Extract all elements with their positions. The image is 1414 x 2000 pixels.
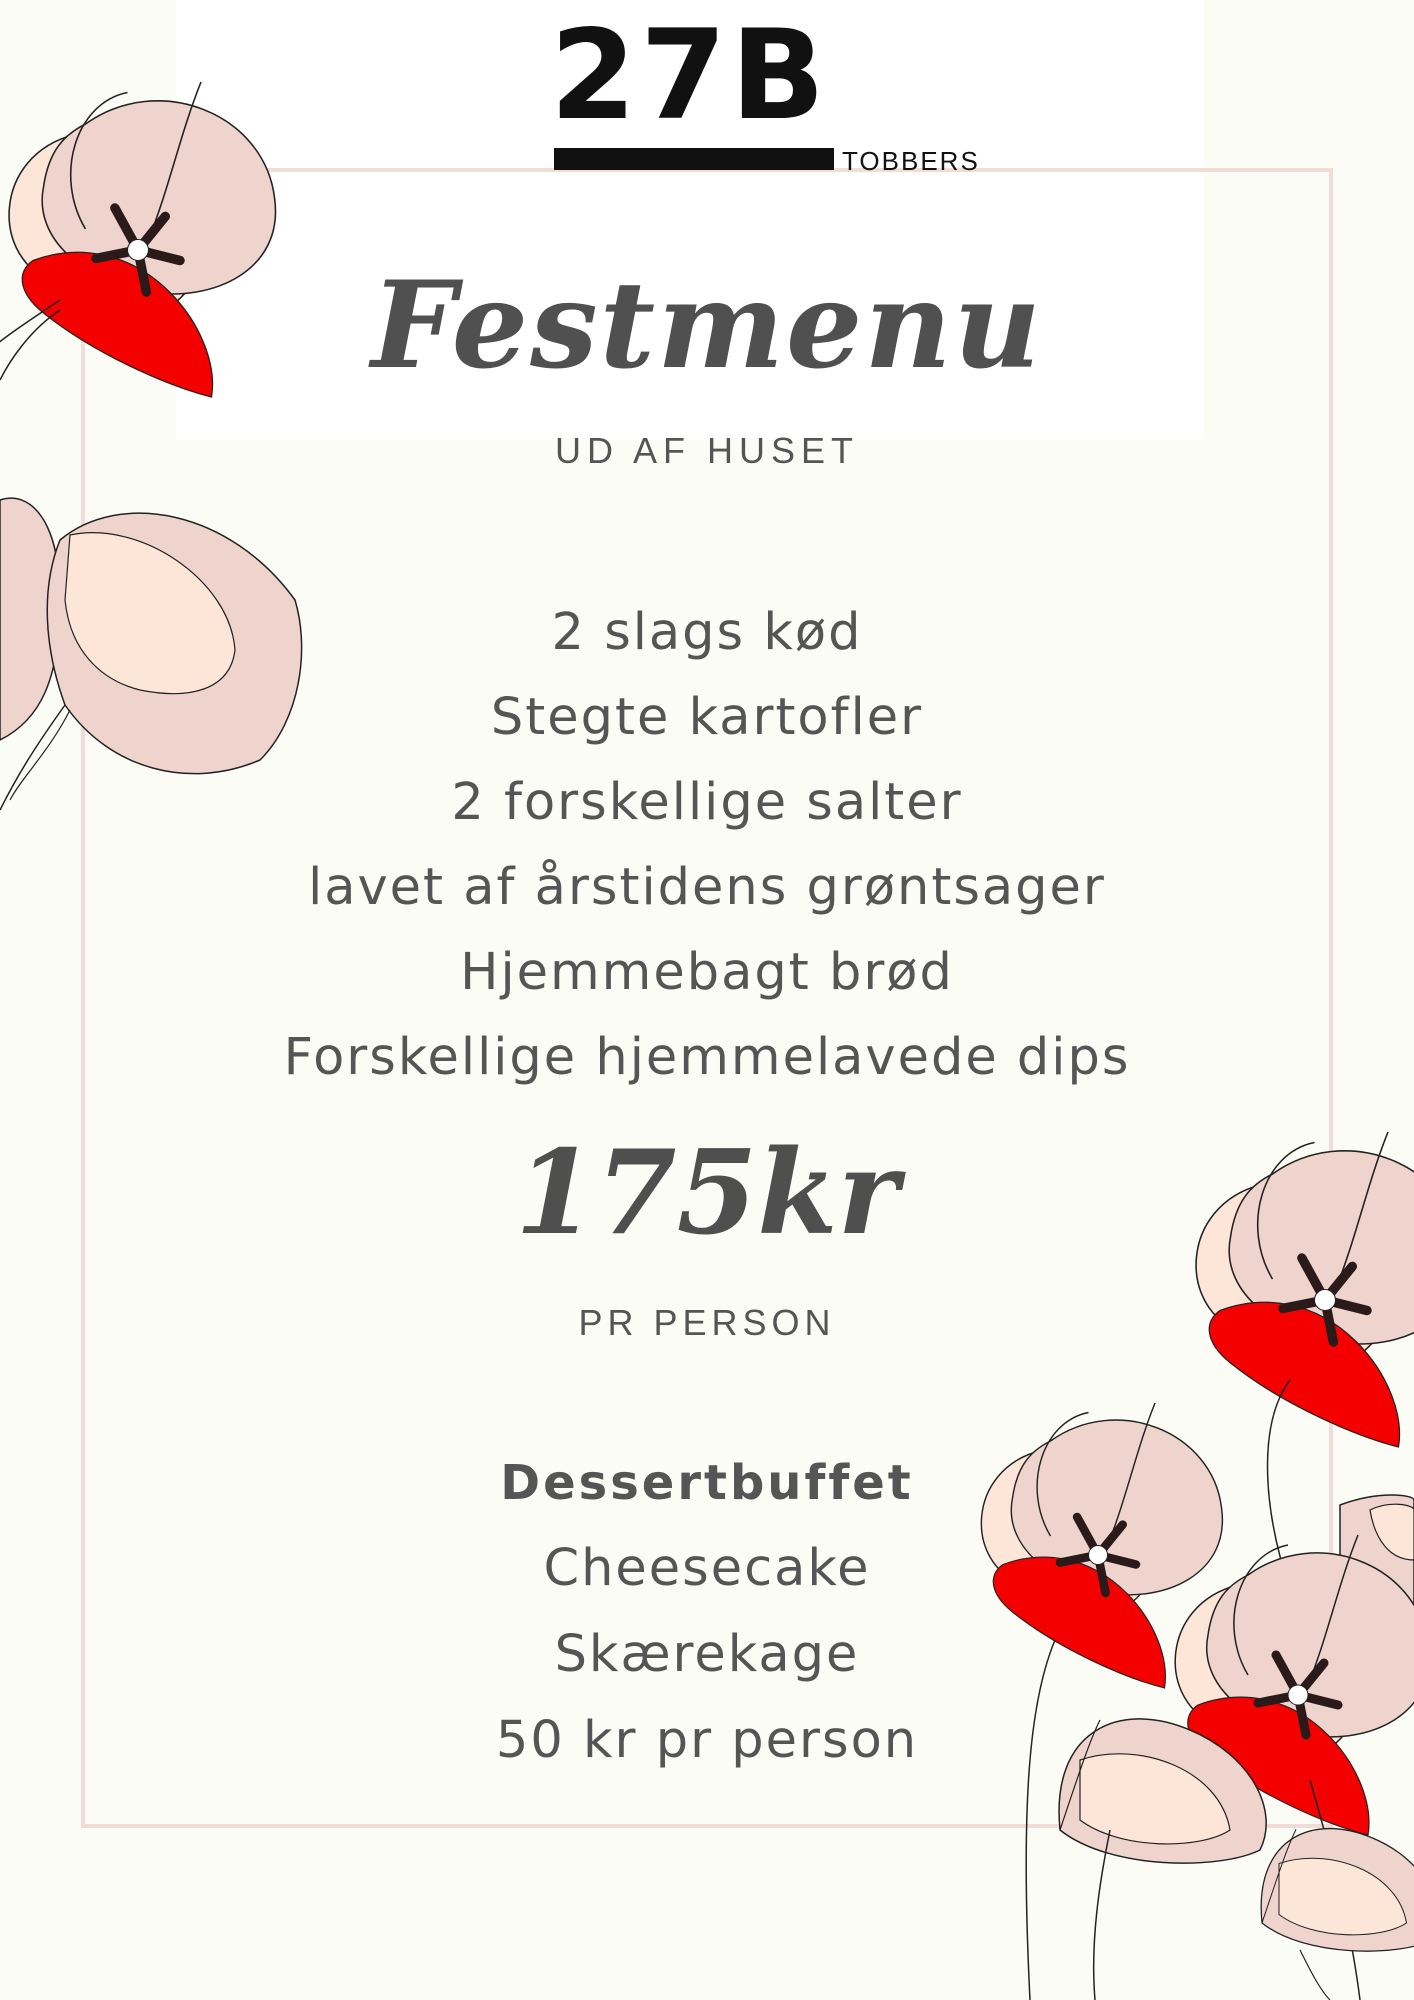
menu-item: 2 slags kød xyxy=(551,603,863,662)
poppy-icon xyxy=(1261,1829,1414,2000)
menu-item: 2 forskellige salter xyxy=(451,773,963,832)
page-subtitle: UD AF HUSET xyxy=(554,430,860,471)
menu-item: Forskellige hjemmelavede dips xyxy=(283,1028,1131,1087)
menu-item: Hjemmebagt brød xyxy=(460,943,954,1002)
dessert-item: Skærekage xyxy=(554,1625,860,1684)
menu-item: lavet af årstidens grøntsager xyxy=(308,858,1106,917)
dessert-title: Dessertbuffet xyxy=(500,1455,914,1511)
logo-underline xyxy=(554,148,834,170)
dessert-list xyxy=(0,1526,1414,1784)
logo-mark: 27B xyxy=(550,4,830,148)
page-title: Festmenu xyxy=(371,255,1043,396)
price-amount: 175kr xyxy=(515,1125,899,1261)
brand-logo xyxy=(550,4,1010,176)
dessert-item: Cheesecake xyxy=(543,1539,871,1598)
menu-list xyxy=(0,590,1414,1100)
logo-subtitle: TOBBERS xyxy=(842,146,980,176)
dessert-item: 50 kr pr person xyxy=(495,1711,919,1770)
menu-item: Stegte kartofler xyxy=(490,688,924,747)
dessert-section xyxy=(0,1440,1414,1784)
price-note: PR PERSON xyxy=(578,1302,836,1343)
